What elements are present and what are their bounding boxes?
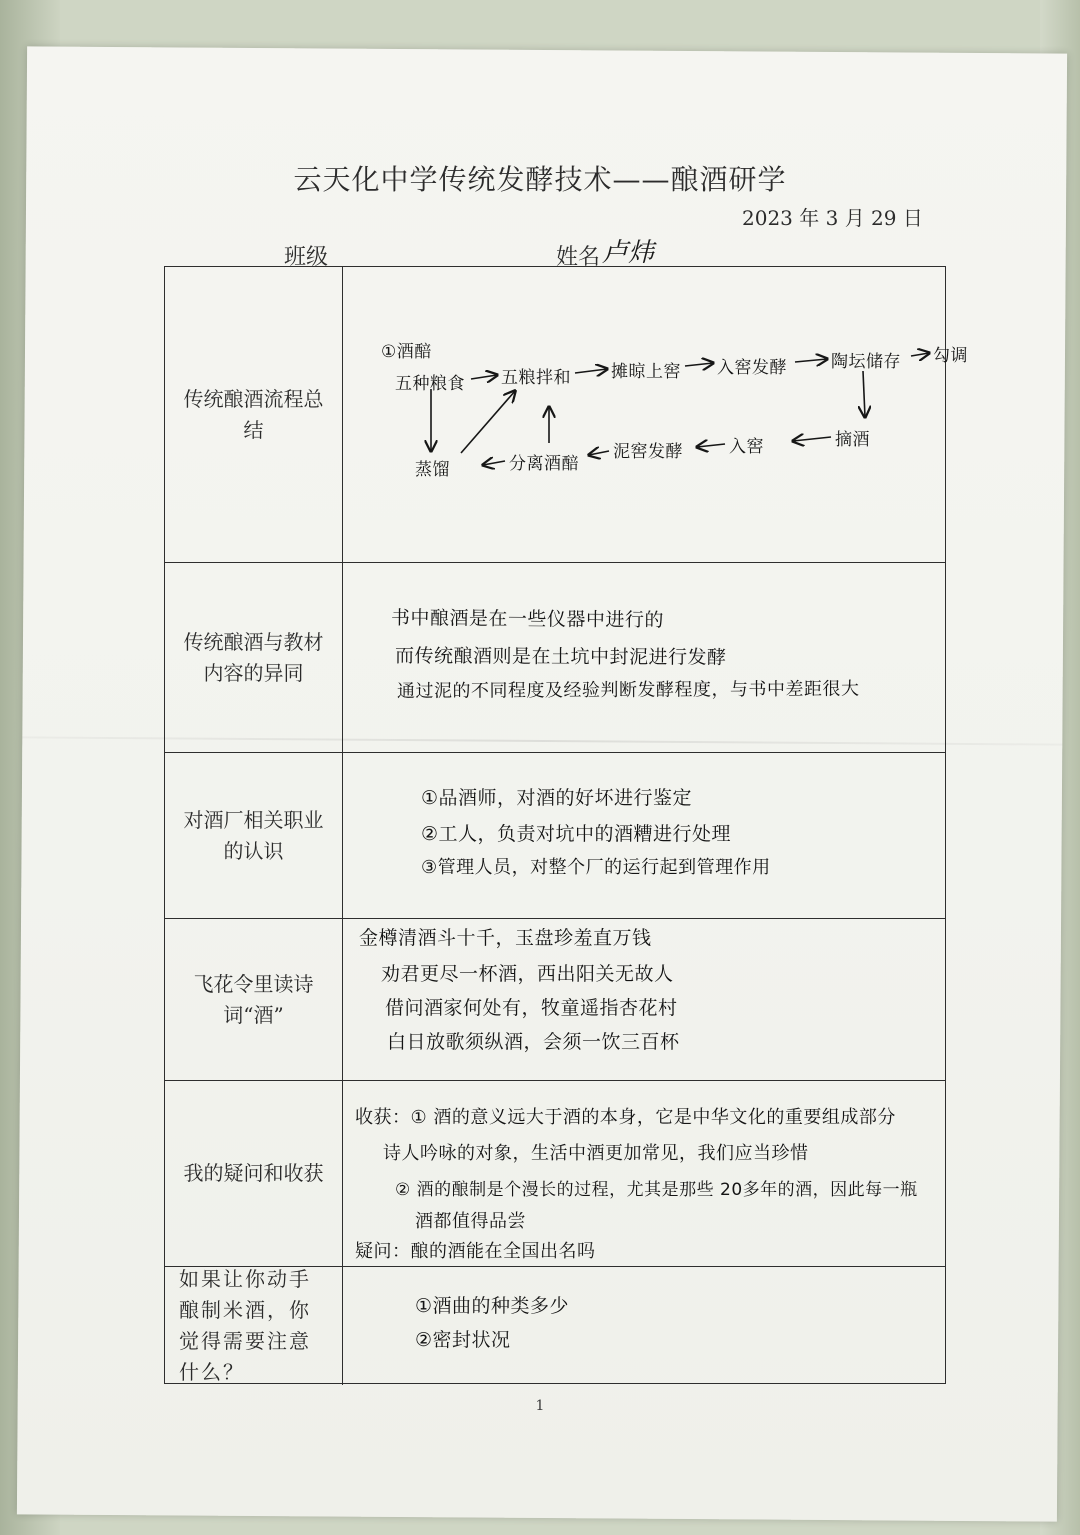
row-rice-wine-advice: [165, 1267, 945, 1385]
answer-line: 而传统酿酒则是在土坑中封泥进行发酵: [394, 645, 727, 669]
row-process-summary: [165, 267, 968, 563]
label-rice-wine-advice: 如果让你动手酿制米酒，你觉得需要注意什么？: [165, 1267, 343, 1385]
poem-line: 白日放歌须纵酒，会须一饮三百杯: [387, 1031, 680, 1053]
flow-node: 摘酒: [835, 430, 870, 450]
flow-node: 分离酒醅: [509, 454, 579, 474]
flow-node: 五种粮食: [395, 374, 465, 394]
poem-line: 金樽清酒斗十千，玉盘珍羞直万钱: [359, 927, 652, 949]
document-date: 2023 年 3 月 29 日: [742, 206, 923, 230]
name-label: 姓名: [556, 245, 601, 270]
label-career-knowledge: 对酒厂相关职业的认识: [165, 753, 343, 918]
flow-arrow: [685, 363, 713, 366]
row-textbook-comparison: [165, 563, 945, 753]
rice-wine-answer: [343, 1267, 945, 1385]
answer-line: 诗人吟咏的对象，生活中酒更加常见，我们应当珍惜: [383, 1143, 809, 1164]
answer-line: 收获：① 酒的意义远大于酒的本身，它是中华文化的重要组成部分: [355, 1107, 896, 1128]
label-textbook-comparison: 传统酿酒与教材内容的异同: [165, 563, 343, 752]
textbook-comparison-answer: [343, 563, 945, 752]
flow-arrow: [589, 451, 609, 455]
flow-arrows: [343, 267, 947, 563]
poetry-answer: [343, 919, 945, 1080]
answer-line: ②工人，负责对坑中的酒糟进行处理: [421, 823, 732, 845]
answer-line: 通过泥的不同程度及经验判断发酵程度，与书中差距很大: [396, 678, 860, 702]
flow-arrow: [911, 353, 929, 356]
row-career-knowledge: [165, 753, 945, 919]
answer-line: ②密封状况: [415, 1329, 511, 1351]
flow-arrow: [793, 437, 831, 441]
process-flow-diagram: [343, 267, 968, 562]
poem-line: 借问酒家何处有，牧童遥指杏花村: [385, 997, 678, 1019]
document-title: 云天化中学传统发酵技术——酿酒研学: [293, 163, 787, 196]
answer-line: ③管理人员，对整个厂的运行起到管理作用: [421, 857, 771, 878]
flow-arrow: [795, 359, 827, 362]
flow-arrow: [471, 375, 497, 379]
label-process-summary: 传统酿酒流程总结: [165, 267, 343, 562]
flow-node: 陶坛储存: [831, 352, 901, 372]
flow-node: 蒸馏: [415, 460, 450, 480]
poem-line: 劝君更尽一杯酒，西出阳关无故人: [381, 963, 674, 985]
flow-node: 勾调: [933, 346, 968, 366]
answer-line: ①品酒师，对酒的好坏进行鉴定: [421, 787, 693, 809]
flow-arrow: [697, 444, 725, 447]
label-poetry: 飞花令里读诗词“酒”: [165, 919, 343, 1080]
row-questions-gains: [165, 1081, 945, 1267]
row-poetry: [165, 919, 945, 1081]
questions-gains-answer: [343, 1081, 945, 1266]
answer-line: ①酒曲的种类多少: [415, 1295, 570, 1317]
class-label: 班级: [284, 245, 329, 270]
flow-arrow: [863, 371, 865, 417]
page-number: 1: [535, 1398, 545, 1414]
flow-node: 泥窖发酵: [613, 442, 683, 462]
career-knowledge-answer: [343, 753, 945, 918]
answer-line: 疑问：酿的酒能在全国出名吗: [355, 1241, 596, 1262]
worksheet-table: [164, 266, 968, 1384]
answer-line: ② 酒的酿制是个漫长的过程，尤其是那些 20多年的酒，因此每一瓶: [395, 1180, 918, 1200]
flow-node: 入窖发酵: [717, 358, 787, 378]
answer-line: 酒都值得品尝: [415, 1211, 526, 1232]
flow-arrow: [483, 461, 505, 465]
flow-arrow: [575, 369, 607, 373]
name-value: 卢炜: [602, 238, 655, 268]
answer-line: 书中酿酒是在一些仪器中进行的: [390, 607, 665, 632]
flow-node: 摊晾上窖: [611, 362, 681, 382]
flow-arrow: [461, 391, 515, 453]
flow-node: 入窖: [729, 437, 764, 457]
flow-node: 五粮拌和: [501, 368, 571, 388]
flow-heading: ①酒醅: [381, 342, 432, 362]
label-questions-gains: 我的疑问和收获: [165, 1081, 343, 1266]
